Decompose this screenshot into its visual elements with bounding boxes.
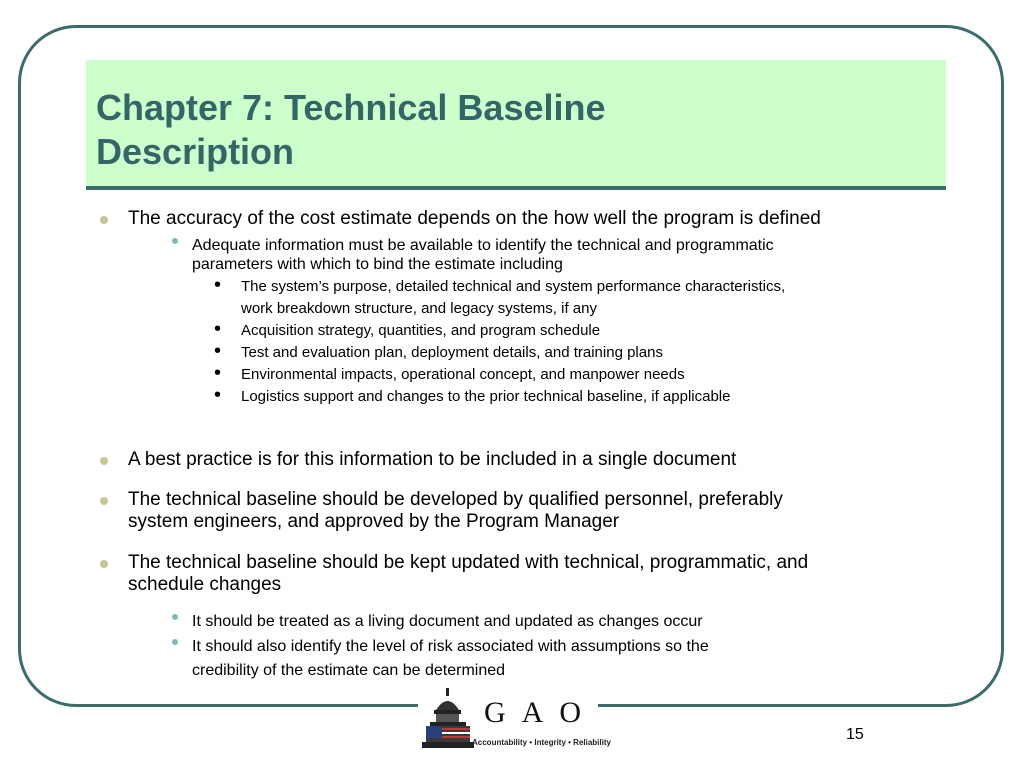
sub-sub-bullet-acquisition: • Acquisition strategy, quantities, and program schedule [241,320,921,342]
sub-sub-bullet-system-purpose: • The system’s purpose, detailed technical and system performance characteristics, [241,276,921,298]
bullet-kept-updated [128,552,968,596]
sub-bullet-living-document: It should be treated as a living document and updated as changes occur [192,612,932,631]
sub-bullet-line-2: parameters with which to bind the estimate including [192,256,563,273]
sub-sub-bullet-environmental: • Environmental impacts, operational concept, and manpower needs [241,364,921,386]
sub-bullet-adequate-info [192,236,932,274]
sub-bullet-line-1: Adequate information must be available to identify the technical and programmatic [192,237,774,254]
bullet-best-practice: A best practice is for this information to be included in a single document [128,449,968,471]
sub-sub-bullet-logistics: • Logistics support and changes to the prior technical baseline, if applicable [241,386,921,408]
title-line-2: Description [96,131,295,172]
gao-tagline: Accountability • Integrity • Reliability [472,738,611,747]
sub-bullet-continuation: credibility of the estimate can be determined [192,662,506,679]
title-line-1: Chapter 7: Technical Baseline [96,87,606,128]
page-number: 15 [846,726,864,743]
bullet-line-2: system engineers, and approved by the Program Manager [128,511,620,532]
bullet-line-2: schedule changes [128,574,282,595]
gao-logo [418,688,611,752]
capitol-dome-icon [420,688,476,750]
bullet-accuracy: The accuracy of the cost estimate depends on the how well the program is defined [128,208,968,230]
gao-letters: GAO [484,696,597,729]
sub-sub-bullet-continuation: work breakdown structure, and legacy systems, if any [241,300,597,317]
bullet-line-1: The technical baseline should be developed by qualified personnel, preferably [128,489,783,510]
sub-sub-bullet-test-eval: • Test and evaluation plan, deployment details, and training plans [241,342,921,364]
bullet-line-1: The technical baseline should be kept updated with technical, programmatic, and [128,552,809,573]
sub-bullet-identify-risk: It should also identify the level of risk associated with assumptions so the [192,637,932,656]
bullet-qualified-personnel [128,489,968,533]
